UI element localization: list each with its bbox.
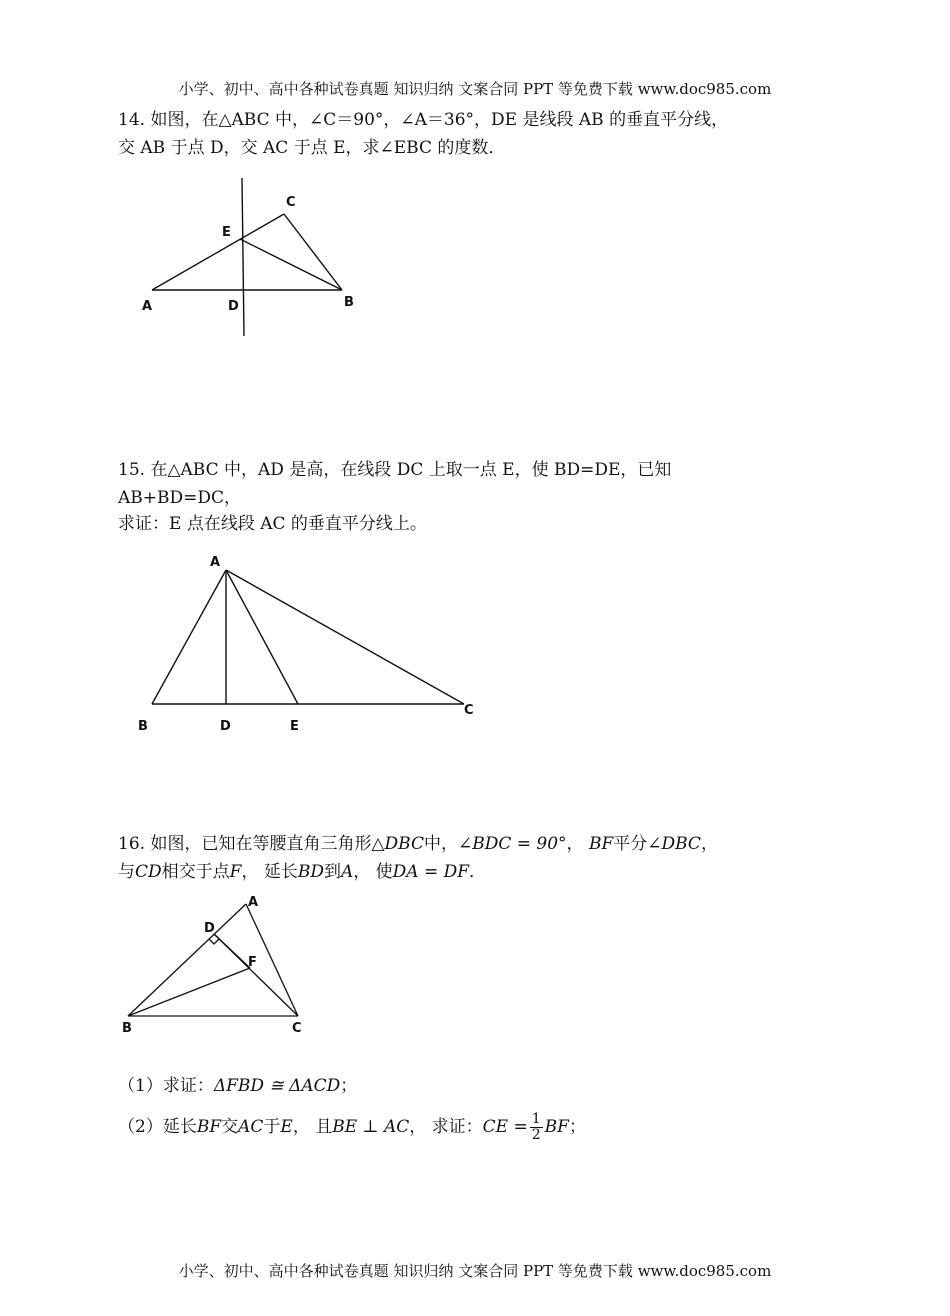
q16-part2-ce: CE =	[482, 1117, 528, 1137]
q14-label-d: D	[228, 299, 239, 314]
q15-text-line1: 15. 在△ABC 中，AD 是高，在线段 DC 上取一点 E，使 BD=DE，已知	[118, 460, 672, 480]
q14-segment-eb	[240, 239, 342, 290]
q16-part2-bf: BF	[196, 1117, 222, 1137]
q16-label-d: D	[204, 921, 215, 936]
q14-label-a: A	[142, 299, 153, 314]
q15-segment-ab	[152, 570, 226, 704]
q16-part1	[118, 1074, 357, 1098]
q14-label-b: B	[344, 295, 354, 310]
q16-line2-e: ， 使	[353, 862, 393, 882]
q16-part2-a: （2）延长	[118, 1117, 197, 1137]
q16-part1-expr: ΔFBD ≅ ΔACD	[213, 1076, 341, 1096]
q16-triangle-dbc: △DBC	[371, 834, 424, 854]
q16-line1-c: 平分	[613, 834, 648, 854]
q16-segment-ba	[128, 904, 246, 1016]
q16-frac-den: 2	[531, 1127, 541, 1143]
q16-label-b: B	[122, 1021, 132, 1036]
q16-comma-2: ，	[700, 834, 718, 854]
q16-label-f: F	[248, 955, 257, 970]
q15-label-e: E	[290, 719, 299, 734]
q16-part1-label: （1）求证：	[118, 1076, 214, 1096]
q16-part2-bf2: BF	[544, 1117, 569, 1137]
q16-cd: CD	[135, 862, 162, 882]
q16-part2-e2: ， 求证：	[409, 1117, 483, 1137]
q16-da-df: DA = DF	[392, 862, 470, 882]
q16-part2-end: ；	[568, 1117, 586, 1137]
q14-text-line1: 14. 如图，在△ABC 中，∠C＝90°，∠A＝36°，DE 是线段 AB 的垂直平分线，	[118, 110, 729, 130]
q14-label-e: E	[222, 225, 231, 240]
q14-figure	[130, 172, 370, 342]
q16-label-a: A	[248, 895, 259, 910]
q14-segment-bc	[284, 214, 342, 290]
q14-text-line2: 交 AB 于点 D，交 AC 于点 E，求∠EBC 的度数．	[118, 138, 506, 158]
q16-fraction-half	[530, 1112, 543, 1143]
q16-right-angle-mark	[209, 939, 219, 944]
q16-text-line1	[118, 832, 718, 856]
q16-part2-ac: AC	[238, 1117, 264, 1137]
q16-bd: BD	[297, 862, 324, 882]
q16-line2-d: 到	[323, 862, 341, 882]
q16-part2-d: ， 且	[292, 1117, 333, 1137]
q16-line2-a: 与	[118, 862, 135, 882]
q16-line1-a: 16. 如图，已知在等腰直角三角形	[118, 834, 372, 854]
q16-bf: BF	[588, 834, 614, 854]
q15-label-a: A	[210, 555, 221, 570]
q15-label-b: B	[138, 719, 148, 734]
q16-angle-dbc: ∠DBC	[647, 834, 701, 854]
q16-line2-c: ， 延长	[241, 862, 298, 882]
q16-angle-bdc: ∠BDC = 90°	[457, 834, 567, 854]
q15-label-c: C	[464, 703, 474, 718]
q16-part2	[118, 1112, 586, 1143]
q16-line1-b: 中，	[423, 834, 458, 854]
q16-part2-perp: BE ⊥ AC	[332, 1117, 410, 1137]
q16-line2-b: 相交于点	[161, 862, 230, 882]
q15-text-line3: 求证：E 点在线段 AC 的垂直平分线上。	[118, 514, 427, 534]
q16-comma-1: ，	[566, 834, 584, 854]
q16-line2-f: ．	[469, 862, 487, 882]
q16-frac-num: 1	[531, 1111, 541, 1127]
q16-text-line2	[118, 860, 486, 884]
q14-segment-ac	[152, 214, 284, 290]
q16-figure	[118, 892, 328, 1038]
q15-label-d: D	[220, 719, 231, 734]
q16-f: F	[229, 862, 242, 882]
q15-figure	[130, 548, 490, 738]
q16-part2-c: 于	[263, 1117, 281, 1137]
q16-part2-e: E	[280, 1117, 293, 1137]
q16-segment-df	[214, 934, 250, 968]
q16-part2-b: 交	[221, 1117, 239, 1137]
page-header: 小学、初中、高中各种试卷真题 知识归纳 文案合同 PPT 等免费下载 www.doc985.com	[178, 80, 772, 98]
q14-perp-bisector	[242, 178, 244, 336]
page-footer: 小学、初中、高中各种试卷真题 知识归纳 文案合同 PPT 等免费下载 www.doc985.com	[178, 1262, 772, 1280]
q16-segment-bf	[128, 968, 250, 1016]
q16-part1-end: ；	[340, 1076, 358, 1096]
q16-a: A	[340, 862, 354, 882]
q15-text-line2: AB+BD=DC，	[118, 488, 242, 508]
q14-label-c: C	[286, 195, 296, 210]
q16-label-c: C	[292, 1021, 302, 1036]
